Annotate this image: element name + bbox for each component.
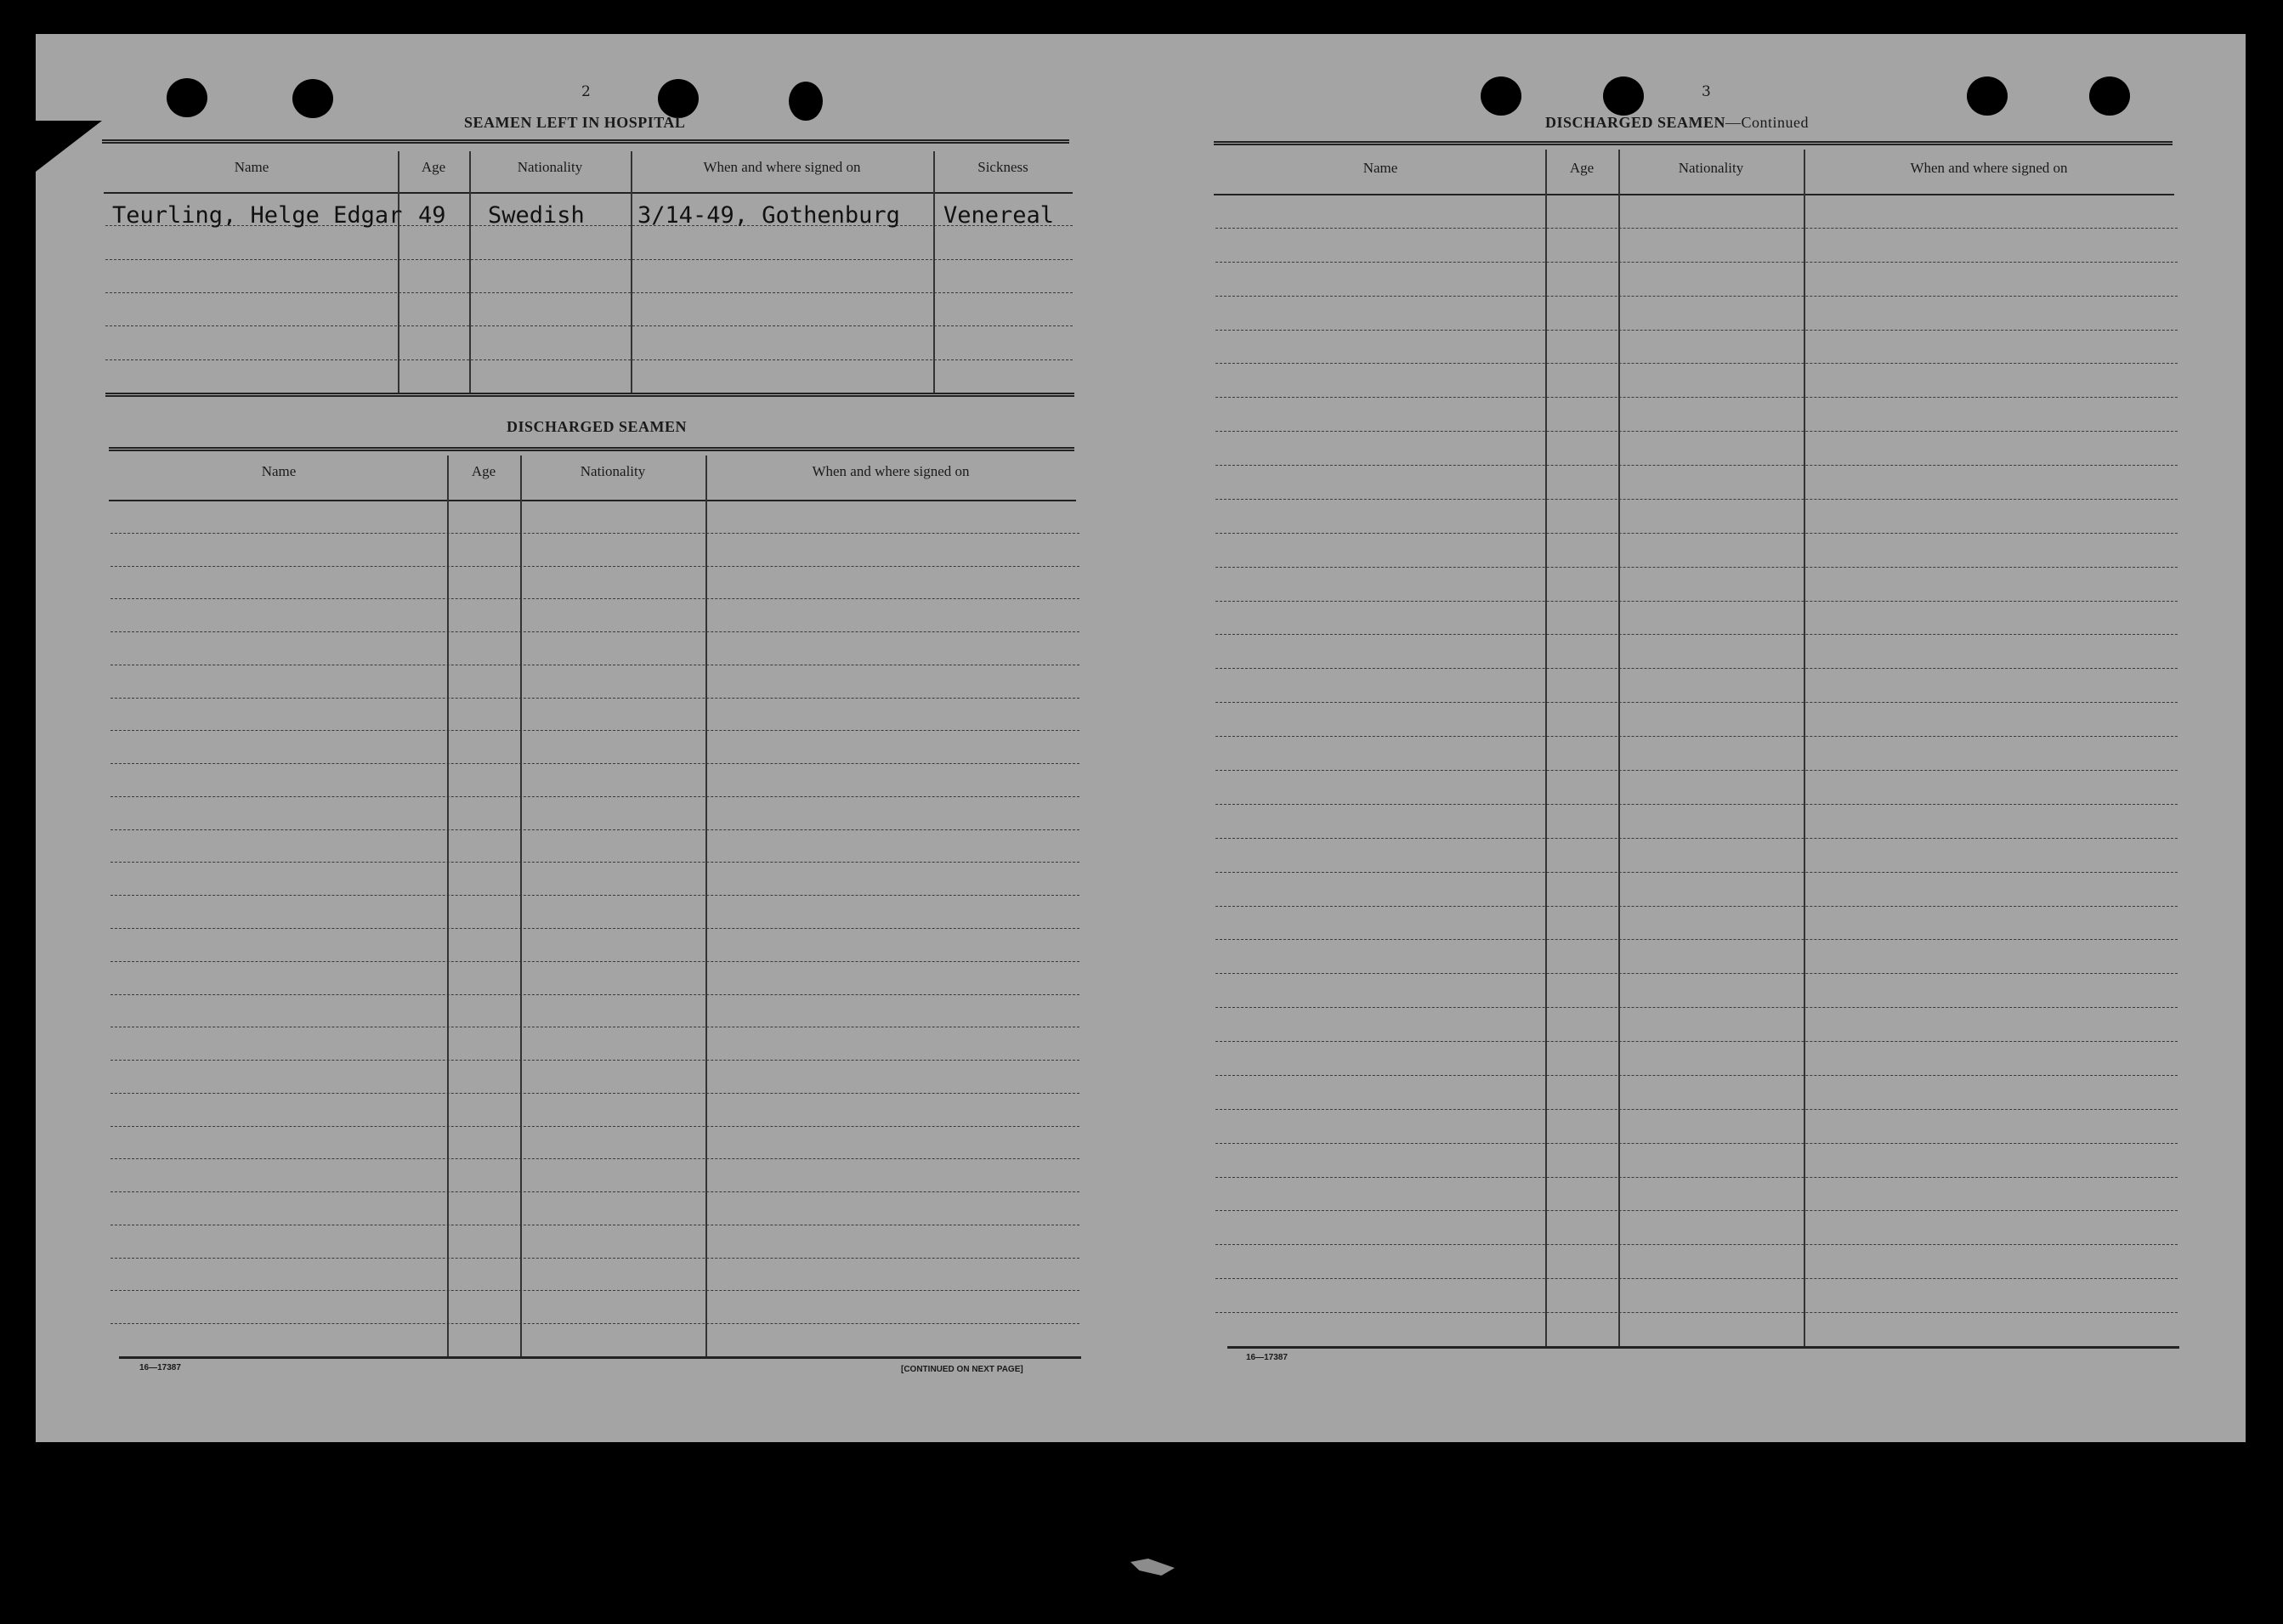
right-bottom-rule — [1227, 1346, 2179, 1349]
hospital-col-name: Name — [234, 159, 269, 175]
ruled-line — [1215, 736, 2178, 737]
ruled-line — [110, 1323, 1079, 1324]
ruled-line — [110, 1060, 1079, 1061]
column-divider — [447, 456, 449, 1356]
ruled-line — [110, 895, 1079, 896]
hospital-row-name: Teurling, Helge Edgar — [112, 202, 403, 229]
hospital-row-nationality: Swedish — [488, 202, 585, 229]
ruled-line — [110, 928, 1079, 929]
discharged-bottom-rule — [119, 1356, 1081, 1359]
ruled-line — [110, 961, 1079, 962]
page-number-right: 3 — [1702, 83, 1711, 100]
hospital-col-nationality: Nationality — [517, 159, 583, 175]
ruled-line — [1215, 533, 2178, 534]
page-number-left: 2 — [581, 83, 591, 100]
ruled-line — [105, 359, 1073, 360]
discharged-col-age: Age — [471, 463, 496, 479]
punch-hole — [658, 79, 699, 118]
ruled-line — [110, 1126, 1079, 1127]
ruled-line — [1215, 838, 2178, 839]
punch-hole — [1967, 76, 2008, 116]
ruled-line — [1215, 1041, 2178, 1042]
ruled-line — [110, 730, 1079, 731]
hospital-bottom-rule — [105, 393, 1074, 397]
column-divider — [705, 456, 707, 1356]
hospital-top-rule — [102, 139, 1069, 144]
ruled-line — [105, 259, 1073, 260]
ruled-line — [1215, 1210, 2178, 1211]
torn-corner — [36, 121, 102, 172]
form-number-right: 16—17387 — [1246, 1353, 1288, 1362]
ruled-line — [1215, 1143, 2178, 1144]
column-divider — [398, 151, 399, 393]
ruled-line — [110, 829, 1079, 830]
ruled-line — [1215, 228, 2178, 229]
right-col-signed-on: When and where signed on — [1910, 160, 2068, 176]
ruled-line — [110, 1258, 1079, 1259]
ruled-line — [1215, 330, 2178, 331]
right-col-age: Age — [1569, 160, 1595, 176]
hospital-row-signed-on: 3/14-49, Gothenburg — [637, 202, 900, 229]
column-divider — [520, 456, 522, 1356]
hospital-header-rule — [104, 192, 1073, 194]
ruled-line — [105, 325, 1073, 326]
ruled-line — [110, 1191, 1079, 1192]
ruled-line — [1215, 1075, 2178, 1076]
hospital-section-title: SEAMEN LEFT IN HOSPITAL — [464, 114, 686, 131]
ruled-line — [1215, 1244, 2178, 1245]
ruled-line — [1215, 1312, 2178, 1313]
ruled-line — [1215, 1177, 2178, 1178]
ruled-line — [1215, 499, 2178, 500]
column-divider — [631, 151, 632, 393]
discharged-continued-title-suffix: —Continued — [1725, 114, 1810, 131]
punch-hole — [2089, 76, 2130, 116]
ruled-line — [1215, 397, 2178, 398]
paper-scrap — [1130, 1559, 1175, 1576]
punch-hole — [1481, 76, 1521, 116]
ruled-line — [1215, 939, 2178, 940]
ruled-line — [105, 292, 1073, 293]
ruled-line — [1215, 634, 2178, 635]
ruled-line — [110, 862, 1079, 863]
hospital-row-sickness: Venereal — [943, 202, 1055, 229]
hospital-col-age: Age — [421, 159, 446, 175]
ruled-line — [1215, 363, 2178, 364]
hospital-col-signed-on: When and where signed on — [703, 159, 861, 175]
column-divider — [1804, 150, 1805, 1346]
punch-hole — [167, 78, 207, 117]
ruled-line — [110, 698, 1079, 699]
hospital-row-age: 49 — [418, 202, 446, 229]
ruled-line — [1215, 431, 2178, 432]
ruled-line — [1215, 906, 2178, 907]
ruled-line — [1215, 465, 2178, 466]
right-col-nationality: Nationality — [1678, 160, 1744, 176]
document-sheet — [36, 34, 2246, 1442]
ruled-line — [1215, 262, 2178, 263]
ruled-line — [110, 1093, 1079, 1094]
discharged-continued-title-main: DISCHARGED SEAMEN — [1545, 114, 1726, 131]
ruled-line — [110, 598, 1079, 599]
ruled-line — [1215, 668, 2178, 669]
discharged-col-signed-on: When and where signed on — [812, 463, 970, 479]
ruled-line — [1215, 973, 2178, 974]
discharged-continued-title — [1545, 114, 1809, 132]
discharged-top-rule — [109, 447, 1074, 451]
right-col-name: Name — [1362, 160, 1398, 176]
punch-hole — [292, 79, 333, 118]
column-divider — [1618, 150, 1620, 1346]
ruled-line — [1215, 702, 2178, 703]
right-header-rule — [1214, 194, 2174, 195]
discharged-header-rule — [109, 500, 1076, 501]
ruled-line — [1215, 770, 2178, 771]
ruled-line — [110, 533, 1079, 534]
ruled-line — [110, 1290, 1079, 1291]
discharged-col-nationality: Nationality — [580, 463, 646, 479]
ruled-line — [1215, 872, 2178, 873]
ruled-line — [1215, 1007, 2178, 1008]
ruled-line — [1215, 567, 2178, 568]
column-divider — [1545, 150, 1547, 1346]
ruled-line — [110, 566, 1079, 567]
continued-note: [CONTINUED ON NEXT PAGE] — [901, 1365, 1023, 1374]
ruled-line — [1215, 601, 2178, 602]
discharged-col-name: Name — [261, 463, 297, 479]
form-number-left: 16—17387 — [139, 1363, 181, 1372]
column-divider — [933, 151, 935, 393]
discharged-section-title: DISCHARGED SEAMEN — [507, 418, 688, 435]
ruled-line — [110, 763, 1079, 764]
ruled-line — [1215, 1278, 2178, 1279]
punch-hole — [789, 82, 823, 121]
punch-hole — [1603, 76, 1644, 116]
right-top-rule — [1214, 141, 2173, 145]
ruled-line — [110, 994, 1079, 995]
hospital-col-sickness: Sickness — [977, 159, 1028, 175]
ruled-line — [1215, 296, 2178, 297]
ruled-line — [1215, 804, 2178, 805]
ruled-line — [110, 796, 1079, 797]
ruled-line — [110, 1158, 1079, 1159]
column-divider — [469, 151, 471, 393]
ruled-line — [110, 631, 1079, 632]
ruled-line — [1215, 1109, 2178, 1110]
